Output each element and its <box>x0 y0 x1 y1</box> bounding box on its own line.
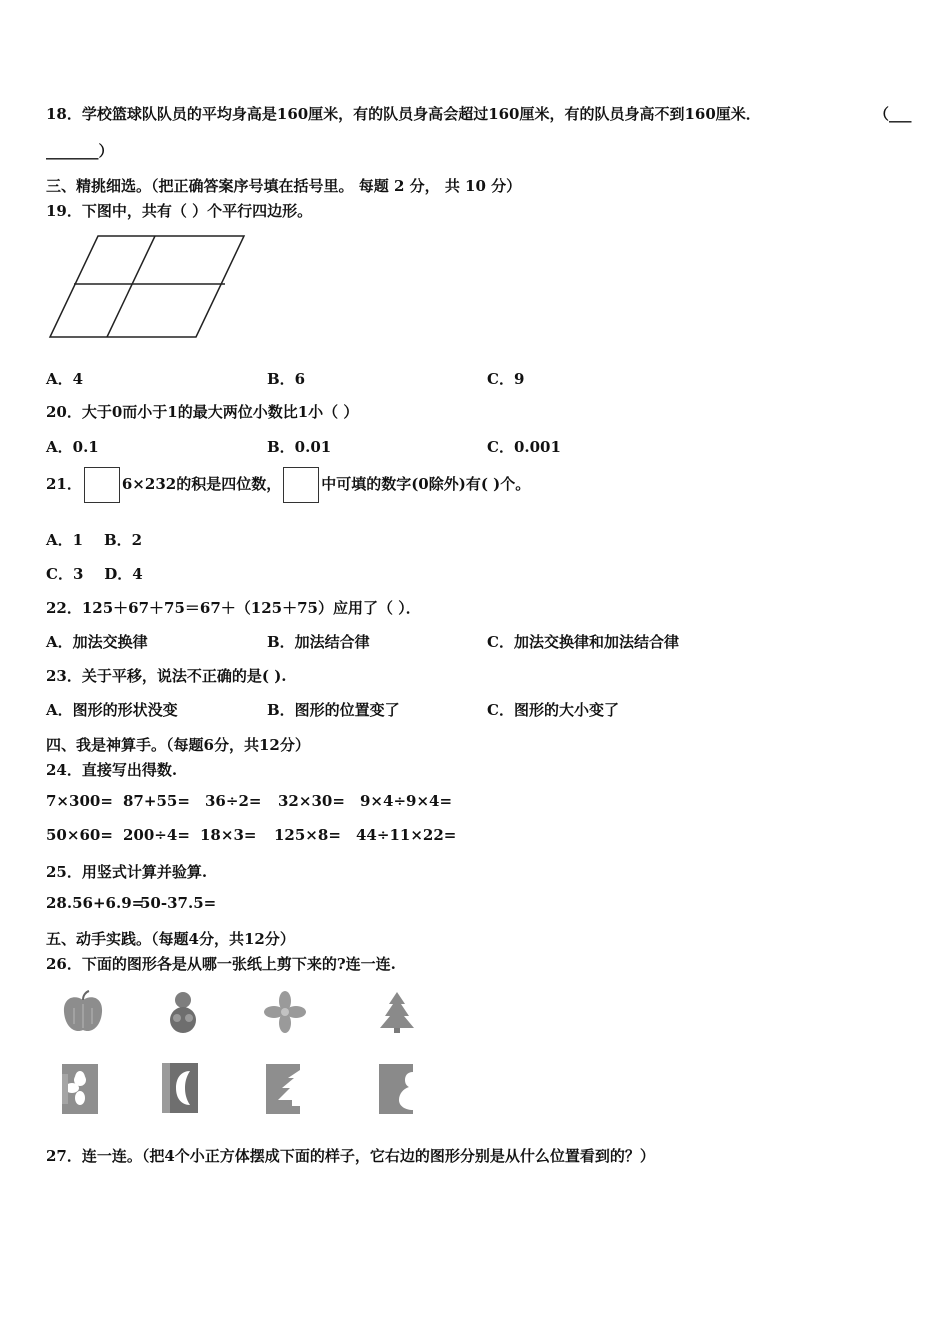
q21-options-row-2[interactable]: C．3 D．4 <box>46 565 143 583</box>
q21-blank-box-1[interactable] <box>84 467 120 503</box>
q18-text: 18．学校篮球队队员的平均身高是160厘米，有的队员身高会超过160厘米，有的队员身高不到160厘米． <box>46 105 761 123</box>
paper-piece-tree-cutout <box>266 1064 300 1114</box>
q23-option-c[interactable]: C．图形的大小变了 <box>487 701 619 719</box>
q24-row2-item-3: 18×3= <box>200 826 257 844</box>
q18-paren-close: _______） <box>46 142 114 160</box>
q24-row2-item-2: 200÷4= <box>123 826 190 844</box>
q23-text: 23．关于平移，说法不正确的是( ). <box>46 667 287 685</box>
paper-piece-flower-cutout <box>62 1064 98 1114</box>
q22-text: 22．125＋67＋75＝67＋（125＋75）应用了（ ）． <box>46 599 421 617</box>
q25-item-2: 50-37.5= <box>140 894 217 912</box>
q20-text: 20．大于0而小于1的最大两位小数比1小（ ） <box>46 403 359 421</box>
q25-item-1: 28.56+6.9= <box>46 894 145 912</box>
parallelogram-figure <box>48 233 248 341</box>
q20-option-a[interactable]: A．0.1 <box>46 438 99 456</box>
q22-option-a[interactable]: A．加法交换律 <box>46 633 148 651</box>
gourd-shape <box>163 988 203 1036</box>
tree-shape <box>377 990 417 1034</box>
q24-text: 24．直接写出得数. <box>46 761 178 779</box>
q24-row1-item-3: 36÷2= <box>205 792 262 810</box>
q19-option-b[interactable]: B．6 <box>267 370 306 388</box>
q24-row1-item-5: 9×4÷9×4= <box>360 792 453 810</box>
q19-option-a[interactable]: A．4 <box>46 370 84 388</box>
q18-paren-open: （___ <box>874 105 912 123</box>
paper-piece-apple-cutout <box>162 1063 198 1113</box>
section-3-title: 三、精挑细选。（把正确答案序号填在括号里。 每题 2 分， 共 10 分） <box>46 177 522 195</box>
q21-line <box>46 466 530 503</box>
q24-row2-item-5: 44÷11×22= <box>356 826 457 844</box>
q24-row1-item-1: 7×300= <box>46 792 113 810</box>
q21-blank-box-2[interactable] <box>283 467 319 503</box>
q22-option-b[interactable]: B．加法结合律 <box>267 633 370 651</box>
q24-row1-item-2: 87+55= <box>123 792 190 810</box>
q19-option-c[interactable]: C．9 <box>487 370 525 388</box>
paper-piece-gourd-cutout <box>379 1064 413 1114</box>
q21-suffix: 中可填的数字(0除外)有( )个。 <box>321 475 531 493</box>
q21-prefix: 21． <box>46 475 82 493</box>
q26-text: 26．下面的图形各是从哪一张纸上剪下来的?连一连. <box>46 955 396 973</box>
q21-mid: 6×232的积是四位数， <box>121 475 282 493</box>
section-4-title: 四、我是神算手。（每题6分，共12分） <box>46 736 310 754</box>
flower-shape <box>263 990 307 1034</box>
q23-option-a[interactable]: A．图形的形状没变 <box>46 701 178 719</box>
q25-text: 25．用竖式计算并验算. <box>46 863 208 881</box>
q20-option-b[interactable]: B．0.01 <box>267 438 332 456</box>
q27-text: 27．连一连。（把4个小正方体摆成下面的样子，它右边的图形分别是从什么位置看到的？） <box>46 1147 655 1165</box>
q21-options-row-1[interactable]: A．1 B．2 <box>46 531 143 549</box>
q24-row2-item-1: 50×60= <box>46 826 113 844</box>
q22-option-c[interactable]: C．加法交换律和加法结合律 <box>487 633 679 651</box>
q24-row2-item-4: 125×8= <box>274 826 341 844</box>
q20-option-c[interactable]: C．0.001 <box>487 438 561 456</box>
section-5-title: 五、动手实践。（每题4分，共12分） <box>46 930 295 948</box>
q19-text: 19．下图中，共有（ ）个平行四边形。 <box>46 202 313 220</box>
q23-option-b[interactable]: B．图形的位置变了 <box>267 701 400 719</box>
q24-row1-item-4: 32×30= <box>278 792 345 810</box>
apple-shape <box>60 990 106 1036</box>
